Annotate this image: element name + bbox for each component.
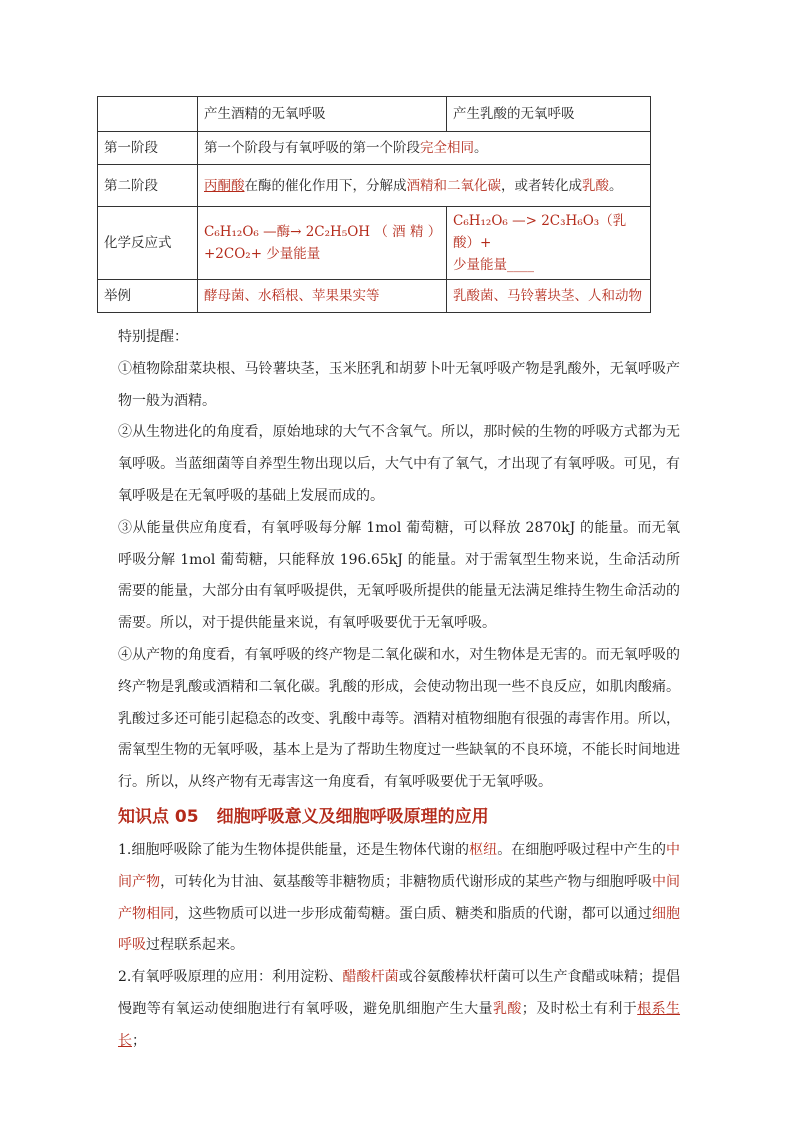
highlight-run: 乳酸 [492, 1000, 522, 1017]
table-row [98, 132, 651, 165]
highlight-run: 醋酸杆菌 [342, 969, 399, 986]
stage1-text: 第一个阶段与有氧呼吸的第一个阶段 [204, 140, 420, 156]
stage1-description [198, 132, 651, 165]
anaerobic-respiration-table [97, 96, 651, 313]
row-label: 举例 [98, 280, 198, 313]
formula-line: C₆H₁₂O₆ —> 2C₃H₆O₃（乳酸）+ [453, 213, 627, 251]
highlight-run: 细胞呼吸 [118, 905, 681, 954]
text-run: ，可转化为甘油、氨基酸等非糖物质；非糖物质代谢形成的某些产物与细胞呼吸 [160, 873, 652, 890]
text-run: ；及时松土有利于 [521, 1000, 638, 1017]
row-label: 第二阶段 [98, 165, 198, 207]
highlight-run: 中间产物相同 [118, 873, 681, 922]
table-header-row [98, 97, 651, 132]
text-run: ，这些物质可以进一步形成葡萄糖。蛋白质、糖类和脂质的代谢，都可以通过 [174, 905, 652, 922]
reminder-paragraph: ③从能量供应角度看，有氧呼吸每分解 1mol 葡萄糖，可以释放 2870kJ 的能量。而无氧呼吸分解 1mol 葡萄糖，只能释放 196.65kJ 的能量。对于需氧型生物来说，生命活动所需要的能量，大部分由有氧呼吸提供，无氧呼吸所提供的能量无法满足维持生物生命活动的需要。所以，对于提供能量来说，有氧呼吸要优于无氧呼吸。 [118, 519, 680, 632]
lactic-formula [447, 207, 651, 280]
knowledge-point-heading [118, 799, 680, 835]
table-row [98, 165, 651, 207]
text-run: 2.有氧呼吸原理的应用：利用淀粉、 [118, 969, 343, 986]
text-run: 。在细胞呼吸过程中产生的 [497, 841, 667, 858]
text-run: 1.细胞呼吸除了能为生物体提供能量，还是生物体代谢的 [118, 841, 470, 858]
stage2-highlight: 丙酮酸 [204, 177, 245, 194]
stage2-description [198, 165, 651, 207]
text-run: 过程联系起来。 [146, 937, 244, 954]
highlight-run: 中间产物 [118, 841, 681, 890]
stage2-text: ，或者转化成 [501, 177, 582, 194]
alcohol-example: 酵母菌、水稻根、苹果果实等 [198, 280, 447, 313]
text-run: 或谷氨酸棒状杆菌可以生产食醋或味精；提倡慢跑等有氧运动使细胞进行有氧呼吸，避免肌细胞产生大量 [118, 969, 681, 1017]
row-label: 化学反应式 [98, 207, 198, 280]
point1-paragraph [118, 835, 680, 962]
table-header-cell: 产生酒精的无氧呼吸 [198, 97, 447, 132]
stage2-text: 在酶的催化作用下，分解成 [244, 177, 407, 194]
knowledge-point-number: 知识点 05 [118, 806, 199, 827]
reminder-paragraph: ④从产物的角度看，有氧呼吸的终产物是二氧化碳和水，对生物体是无害的。而无氧呼吸的终产物是乳酸或酒精和二氧化碳。乳酸的形成，会使动物出现一些不良反应，如肌肉酸痛。乳酸过多还可能引起稳态的改变、乳酸中毒等。酒精对植物细胞有很强的毒害作用。所以，需氧型生物的无氧呼吸，基本上是为了帮助生物度过一些缺氧的不良环境，不能长时间地进行。所以，从终产物有无毒害这一角度看，有氧呼吸要优于无氧呼吸。 [118, 646, 680, 791]
highlight-run: 枢纽 [469, 841, 498, 858]
formula-line: +2CO₂+ 少量能量 [204, 246, 321, 262]
row-label: 第一阶段 [98, 132, 198, 165]
knowledge-point-title: 细胞呼吸意义及细胞呼吸原理的应用 [216, 806, 489, 827]
highlight-run: 根系生长 [118, 1000, 681, 1049]
point2-paragraph [118, 962, 680, 1057]
document-body [118, 322, 680, 1058]
reminder-paragraph: ②从生物进化的角度看，原始地球的大气不含氧气。所以，那时候的生物的呼吸方式都为无氧呼吸。当蓝细菌等自养型生物出现以后，大气中有了氧气，才出现了有氧呼吸。可见，有氧呼吸是在无氧呼吸的基础上发展而成的。 [118, 424, 680, 504]
formula-line: C₆H₁₂O₆ —酶→ 2C₂H₅OH （ 酒 精 ） [204, 224, 442, 240]
stage2-highlight: 乳酸 [582, 177, 609, 194]
stage1-highlight: 完全相同 [420, 140, 474, 156]
stage2-text: 。 [609, 177, 623, 194]
table-header-cell: 产生乳酸的无氧呼吸 [447, 97, 651, 132]
reminder-paragraph: ①植物除甜菜块根、马铃薯块茎，玉米胚乳和胡萝卜叶无氧呼吸产物是乳酸外，无氧呼吸产物一般为酒精。 [118, 360, 680, 409]
table-row [98, 280, 651, 313]
alcohol-formula [198, 207, 447, 280]
stage1-text-end: 。 [474, 140, 488, 156]
stage2-highlight: 酒精和二氧化碳 [406, 177, 501, 194]
table-row [98, 207, 651, 280]
text-run: ； [132, 1032, 146, 1049]
lactic-example: 乳酸菌、马铃薯块茎、人和动物 [447, 280, 651, 313]
formula-line: 少量能量____ [453, 257, 534, 273]
table-header-cell [98, 97, 198, 132]
reminder-title: 特别提醒： [118, 329, 188, 345]
